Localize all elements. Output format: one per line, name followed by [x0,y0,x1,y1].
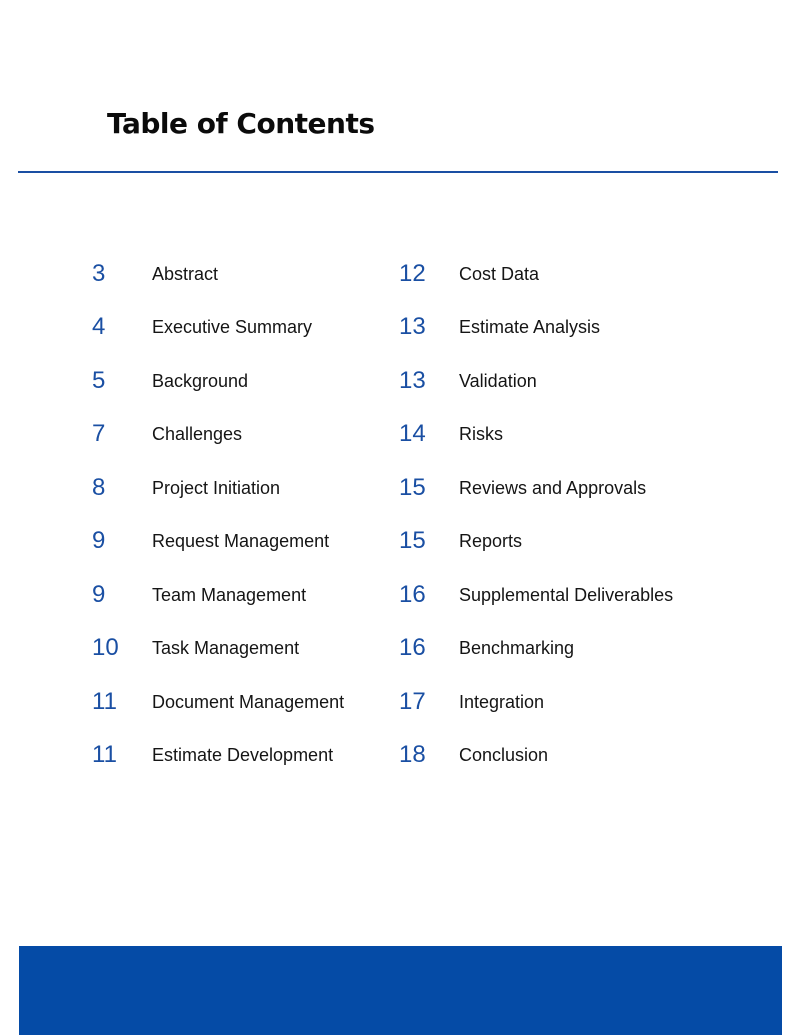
toc-entry-label: Project Initiation [152,477,281,498]
toc-entry-label: Challenges [152,424,243,445]
toc-page-number: 7 [92,420,106,448]
toc-page-number: 13 [399,313,426,341]
toc-page-number: 9 [92,580,106,608]
toc-entry[interactable] [92,729,412,783]
toc-entry[interactable] [399,568,719,622]
toc-page-number: 3 [92,259,106,287]
toc-column-right [399,247,719,782]
toc-page-number: 10 [92,634,119,662]
toc-entry-label: Conclusion [459,745,549,766]
toc-entry-label: Reviews and Approvals [459,477,647,498]
toc-page-number: 5 [92,366,106,394]
toc-entry[interactable] [92,622,412,676]
toc-entry[interactable] [399,675,719,729]
toc-entry-label: Request Management [152,531,330,552]
toc-column-left [92,247,412,782]
toc-page-number: 16 [399,580,426,608]
toc-entry[interactable] [399,247,719,301]
toc-entry[interactable] [399,729,719,783]
toc-page-number: 4 [92,313,106,341]
toc-page-number: 13 [399,366,426,394]
page-title: Table of Contents [107,107,375,140]
toc-entry-label: Background [152,370,249,391]
toc-entry[interactable] [92,408,412,462]
toc-entry-label: Reports [459,531,523,552]
toc-entry[interactable] [92,515,412,569]
title-divider [18,171,778,173]
toc-page-number: 15 [399,527,426,555]
toc-entry[interactable] [92,247,412,301]
toc-entry-label: Supplemental Deliverables [459,584,674,605]
toc-entry[interactable] [92,461,412,515]
toc-entry[interactable] [92,354,412,408]
toc-entry[interactable] [399,354,719,408]
toc-page-number: 18 [399,741,426,769]
toc-entry[interactable] [399,301,719,355]
toc-entry-label: Integration [459,691,545,712]
toc-entry-label: Risks [459,424,503,445]
toc-page-number: 14 [399,420,426,448]
toc-entry-label: Team Management [152,584,307,605]
toc-entry[interactable] [92,568,412,622]
toc-entry-label: Estimate Analysis [459,317,601,338]
toc-entry[interactable] [92,675,412,729]
toc-entry[interactable] [92,301,412,355]
footer-color-band [19,946,782,1035]
toc-entry-label: Abstract [152,263,219,284]
toc-page-number: 16 [399,634,426,662]
toc-page-number: 9 [92,527,106,555]
toc-entry-label: Document Management [152,691,345,712]
toc-page-number: 12 [399,259,426,287]
toc-page-number: 8 [92,473,106,501]
toc-entry[interactable] [399,408,719,462]
toc-entry-label: Executive Summary [152,317,313,338]
toc-entry-label: Cost Data [459,263,540,284]
toc-entry[interactable] [399,622,719,676]
toc-entry-label: Validation [459,370,537,391]
toc-page-number: 11 [92,687,117,715]
toc-page-number: 15 [399,473,426,501]
toc-entry[interactable] [399,461,719,515]
toc-entry-label: Task Management [152,638,300,659]
toc-page-number: 17 [399,687,426,715]
toc-page-number: 11 [92,741,117,769]
toc-entry-label: Benchmarking [459,638,575,659]
toc-entry-label: Estimate Development [152,745,334,766]
toc-entry[interactable] [399,515,719,569]
